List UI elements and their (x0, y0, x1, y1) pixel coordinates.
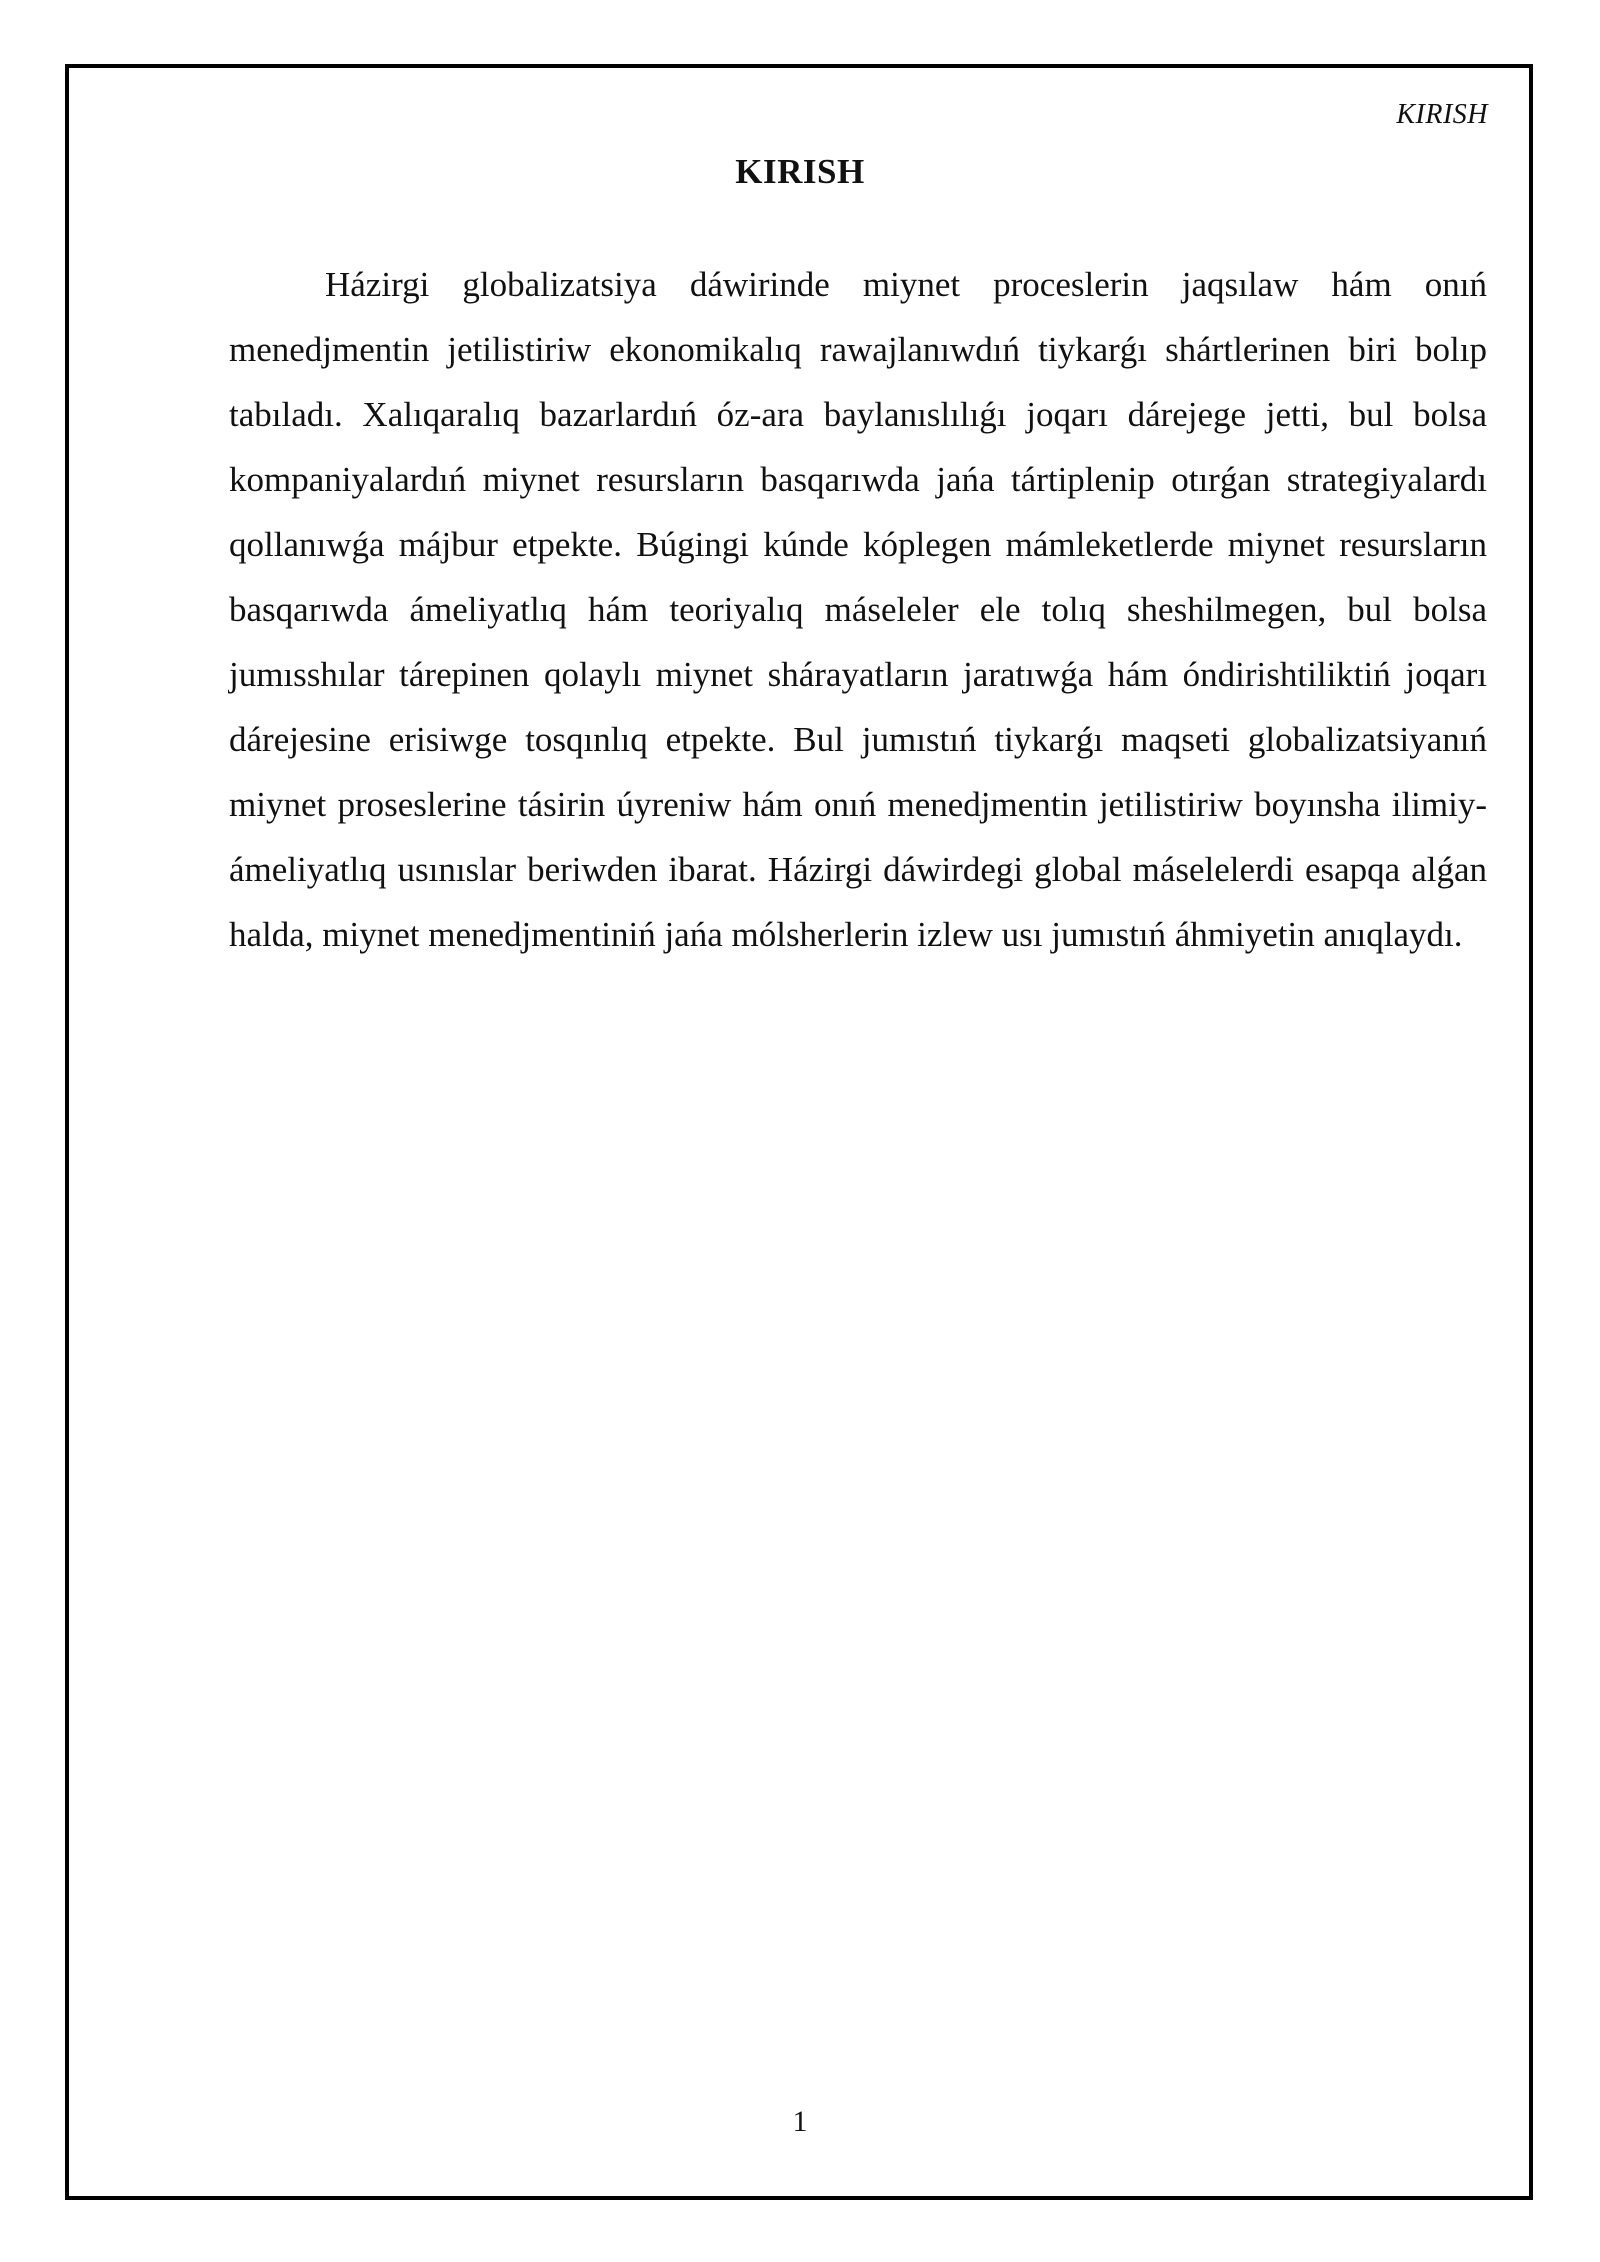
page-number: 1 (792, 2105, 808, 2138)
section-title: KIRISH (735, 152, 865, 191)
body-paragraph: Házirgi globalizatsiya dáwirinde miynet proceslerin jaqsılaw hám onıń menedjmentin jetilistiriw ekonomikalıq rawajlanıwdıń tiykarǵı shártlerinen biri bolıp tabıladı. Xalıqaralıq bazarlardıń óz-ara baylanıslılıǵı joqarı dárejege jetti, bul bolsa kompaniyalardıń miynet resursların basqarıwda jańa tártiplenip otırǵan strategiyalardı qollanıwǵa májbur etpekte. Búgingi kúnde kóplegen mámleketlerde miynet resursların basqarıwda ámeliyatlıq hám teoriyalıq máseleler ele tolıq sheshilmegen, bul bolsa jumısshılar tárepinen qolaylı miynet shárayatların jaratıwǵa hám óndirishtiliktiń joqarı dárejesine erisiwge tosqınlıq etpekte. Bul jumıstıń tiykarǵı maqseti globalizatsiyanıń miynet proseslerine tásirin úyreniw hám onıń menedjmentin jetilistiriw boyınsha ilimiy-ámeliyatlıq usınıslar beriwden ibarat. Házirgi dáwirdegi global máselelerdi esapqa alǵan halda, miynet menedjmentiniń jańa mólsherlerin izlew usı jumıstıń áhmiyetin anıqlaydı. (229, 265, 1487, 954)
running-header: KIRISH (1396, 99, 1488, 130)
